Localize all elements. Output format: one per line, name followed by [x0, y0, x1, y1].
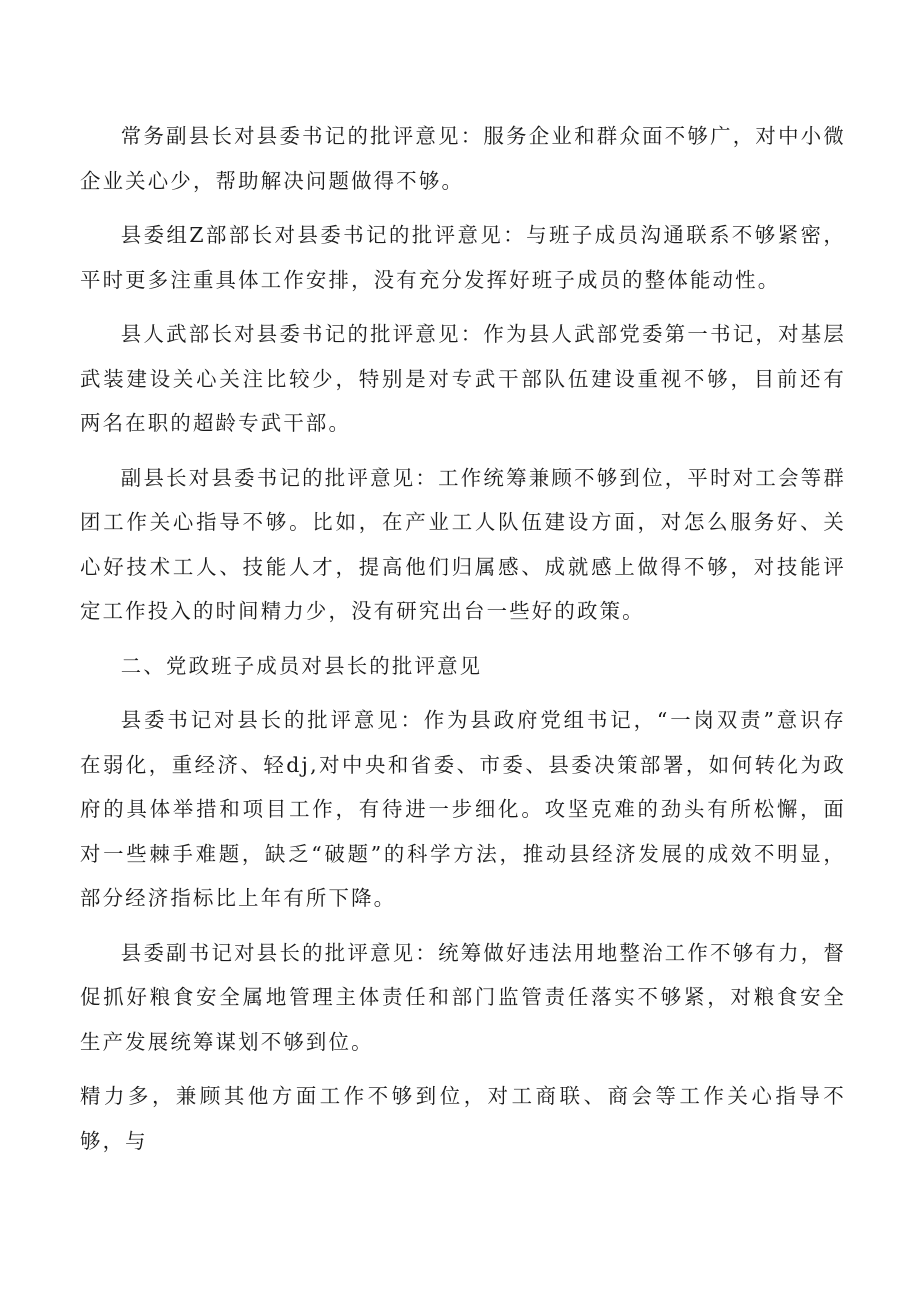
paragraph-county-secretary-on-county-head: 县委书记对县长的批评意见：作为县政府党组书记，“一岗双责”意识存在弱化，重经济、轻dj,对中央和省委、市委、县委决策部署，如何转化为政府的具体举措和项目工作，有待进一步细化。攻坚克难的劲头有所松懈，面对一些棘手难题，缺乏“破题”的科学方法，推动县经济发展的成效不明显，部分经济指标比上年有所下降。: [80, 708, 846, 910]
paragraph-continuation: 精力多，兼顾其他方面工作不够到位，对工商联、商会等工作关心指导不够，与: [80, 1084, 846, 1153]
document-body: [80, 114, 846, 1173]
section-heading: 二、党政班子成员对县长的批评意见: [120, 653, 483, 678]
paragraph-vice-county-head: 副县长对县委书记的批评意见：工作统筹兼顾不够到位，平时对工会等群团工作关心指导不够。比如，在产业工人队伍建设方面，对怎么服务好、关心好技术工人、技能人才，提高他们归属感、成就感上做得不够，对技能评定工作投入的时间精力少，没有研究出台一些好的政策。: [80, 465, 846, 623]
paragraph-organization-dept-head: 县委组Z部部长对县委书记的批评意见：与班子成员沟通联系不够紧密，平时更多注重具体工作安排，没有充分发挥好班子成员的整体能动性。: [80, 223, 846, 292]
paragraph-deputy-secretary-on-county-head: 县委副书记对县长的批评意见：统筹做好违法用地整治工作不够有力，督促抓好粮食安全属地管理主体责任和部门监管责任落实不够紧，对粮食安全生产发展统筹谋划不够到位。: [80, 940, 846, 1054]
paragraph-armed-forces-dept-head: 县人武部长对县委书记的批评意见：作为县人武部党委第一书记，对基层武装建设关心关注比较少，特别是对专武干部队伍建设重视不够，目前还有两名在职的超龄专武干部。: [80, 322, 846, 435]
paragraph-executive-vice-county-head: 常务副县长对县委书记的批评意见：服务企业和群众面不够广，对中小微企业关心少，帮助解决问题做得不够。: [80, 124, 846, 193]
